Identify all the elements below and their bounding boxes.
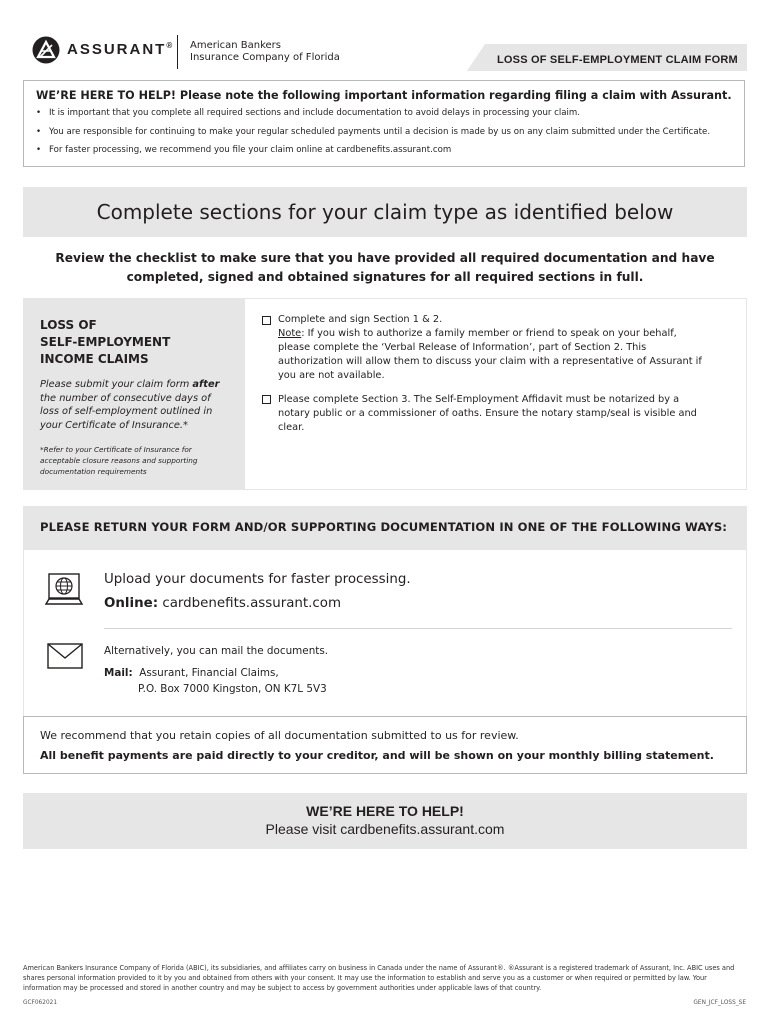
help-title: WE’RE HERE TO HELP! Please note the following important information regarding filing a claim with Assurant.: [36, 89, 732, 102]
bottom-help-title: WE’RE HERE TO HELP!: [306, 803, 464, 819]
review-instructions: Review the checklist to make sure that you have provided all required documentation and have completed, signed and obtained signatures for all required sections in full.: [55, 251, 715, 284]
claim-type-title: LOSS OF SELF-EMPLOYMENT INCOME CLAIMS: [40, 318, 171, 366]
brand-name: ASSURANT®: [67, 41, 173, 58]
claim-submit-note: Please submit your claim form after the number of consecutive days of loss of self-employment outlined in your Certificate of Insurance.*: [40, 379, 220, 431]
checklist-checkbox-sections-1-2[interactable]: [262, 316, 271, 325]
return-heading: PLEASE RETURN YOUR FORM AND/OR SUPPORTING DOCUMENTATION IN ONE OF THE FOLLOWING WAYS:: [40, 520, 728, 534]
laptop-globe-icon: [45, 571, 83, 609]
form-code-left: GCF062021: [23, 1000, 58, 1006]
help-bullet-list: [36, 108, 710, 164]
company-name: American Bankers Insurance Company of Florida: [190, 40, 340, 63]
upload-instruction: Upload your documents for faster processing.: [104, 572, 411, 587]
checklist-item-section-3: Please complete Section 3. The Self-Employment Affidavit must be notarized by a notary public or a commissioner of oaths. Ensure the notary stamp/seal is visible and clear.: [278, 394, 697, 433]
benefit-payment-text: All benefit payments are paid directly to your creditor, and will be shown on your monthly billing statement.: [40, 749, 714, 762]
help-bullet: • For faster processing, we recommend you file your claim online at cardbenefits.assurant.com: [36, 145, 710, 164]
form-title: LOSS OF SELF-EMPLOYMENT CLAIM FORM: [497, 54, 738, 66]
sections-heading: Complete sections for your claim type as identified below: [96, 200, 674, 224]
mail-address: Mail: Assurant, Financial Claims, P.O. Box 7000 Kingston, ON K7L 5V3: [104, 667, 327, 695]
retain-copies-box: [23, 716, 747, 774]
legal-footer: American Bankers Insurance Company of Florida (ABIC), its subsidiaries, and affiliates carry on business in Canada under the name of Assurant®. ®Assurant is a registered trademark of Assurant, Inc. ABIC uses and shares personal information provided to it by you and obtained from others with your consent. It may use the information to establish and serve you as a customer or when required or permitted by law. Your information may be processed and stored in another country and may be subject to access by government authorities under applicable laws of that country.: [23, 964, 735, 992]
assurant-logo-icon: [32, 36, 60, 64]
help-bullet: • It is important that you complete all required sections and include documentation to avoid delays in processing your claim.: [36, 108, 710, 127]
return-divider: [104, 628, 732, 629]
claim-refer-footnote: *Refer to your Certificate of Insurance for acceptable closure reasons and supporting documentation requirements: [40, 445, 198, 476]
header-divider: [177, 35, 178, 69]
bottom-help-link[interactable]: Please visit cardbenefits.assurant.com: [265, 821, 505, 837]
checklist-checkbox-section-3[interactable]: [262, 395, 271, 404]
retain-copies-text: We recommend that you retain copies of all documentation submitted to us for review.: [40, 729, 519, 742]
checklist-item-sections-1-2: Complete and sign Section 1 & 2. Note: If you wish to authorize a family member or friend to speak on your behalf, please complete the ‘Verbal Release of Information’, part of Section 2. This authorization will allow them to discuss your claim with a representative of Assurant if you are not available.: [278, 314, 702, 381]
mail-alternative-text: Alternatively, you can mail the documents.: [104, 645, 329, 657]
online-link[interactable]: cardbenefits.assurant.com: [162, 596, 342, 611]
form-code-right: GEN_JCF_LOSS_SE: [693, 1000, 746, 1006]
online-option: Online: cardbenefits.assurant.com: [104, 596, 342, 611]
help-bullet: • You are responsible for continuing to make your regular scheduled payments until a decision is made by us on any claim submitted under the Certificate.: [36, 127, 710, 146]
envelope-icon: [47, 643, 83, 669]
